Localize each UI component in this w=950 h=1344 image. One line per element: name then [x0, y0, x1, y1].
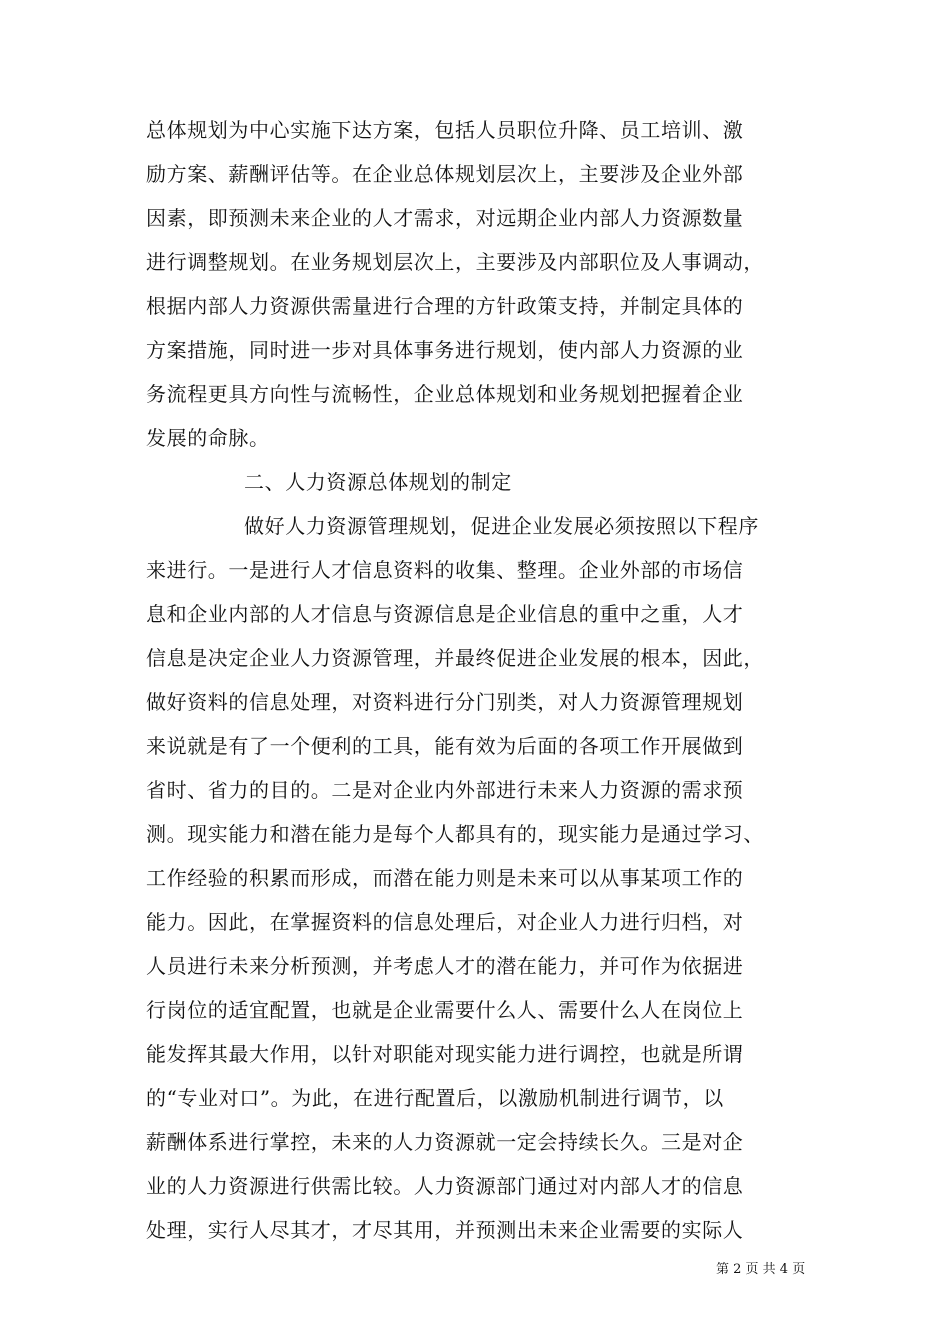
text-line: 的“专业对口”。为此，在进行配置后，以激励机制进行调节，以: [146, 1086, 724, 1110]
text-line: 进行调整规划。在业务规划层次上，主要涉及内部职位及人事调动，: [146, 250, 764, 274]
text-line: 因素，即预测未来企业的人才需求，对远期企业内部人力资源数量: [146, 206, 744, 230]
text-line: 励方案、薪酬评估等。在企业总体规划层次上，主要涉及企业外部: [146, 162, 744, 186]
text-line: 行岗位的适宜配置，也就是企业需要什么人、需要什么人在岗位上: [146, 998, 744, 1022]
text-line: 业的人力资源进行供需比较。人力资源部门通过对内部人才的信息: [146, 1174, 744, 1198]
text-line: 测。现实能力和潜在能力是每个人都具有的，现实能力是通过学习、: [146, 822, 764, 846]
text-line: 息和企业内部的人才信息与资源信息是企业信息的重中之重，人才: [146, 602, 744, 626]
page-number: 第 2 页 共 4 页: [716, 1262, 806, 1277]
text-line: 能力。因此，在掌握资料的信息处理后，对企业人力进行归档，对: [146, 910, 744, 934]
text-line: 能发挥其最大作用，以针对职能对现实能力进行调控，也就是所谓: [146, 1042, 744, 1066]
text-line: 处理，实行人尽其才，才尽其用，并预测出未来企业需要的实际人: [146, 1218, 744, 1242]
text-line: 人员进行未来分析预测，并考虑人才的潜在能力，并可作为依据进: [146, 954, 744, 978]
text-line: 根据内部人力资源供需量进行合理的方针政策支持，并制定具体的: [146, 294, 744, 318]
text-line: 发展的命脉。: [146, 426, 270, 450]
text-line: 做好资料的信息处理，对资料进行分门别类，对人力资源管理规划: [146, 690, 744, 714]
text-line: 薪酬体系进行掌控，未来的人力资源就一定会持续长久。三是对企: [146, 1130, 744, 1154]
text-line: 做好人力资源管理规划，促进企业发展必须按照以下程序: [244, 514, 759, 538]
section-heading: 二、人力资源总体规划的制定: [244, 470, 512, 494]
text-line: 务流程更具方向性与流畅性，企业总体规划和业务规划把握着企业: [146, 382, 744, 406]
text-line: 信息是决定企业人力资源管理，并最终促进企业发展的根本，因此，: [146, 646, 764, 670]
text-line: 方案措施，同时进一步对具体事务进行规划，使内部人力资源的业: [146, 338, 744, 362]
text-line: 来进行。一是进行人才信息资料的收集、整理。企业外部的市场信: [146, 558, 744, 582]
text-line: 总体规划为中心实施下达方案，包括人员职位升降、员工培训、激: [146, 118, 744, 142]
text-line: 工作经验的积累而形成，而潜在能力则是未来可以从事某项工作的: [146, 866, 744, 890]
text-line: 省时、省力的目的。二是对企业内外部进行未来人力资源的需求预: [146, 778, 744, 802]
text-line: 来说就是有了一个便利的工具，能有效为后面的各项工作开展做到: [146, 734, 744, 758]
